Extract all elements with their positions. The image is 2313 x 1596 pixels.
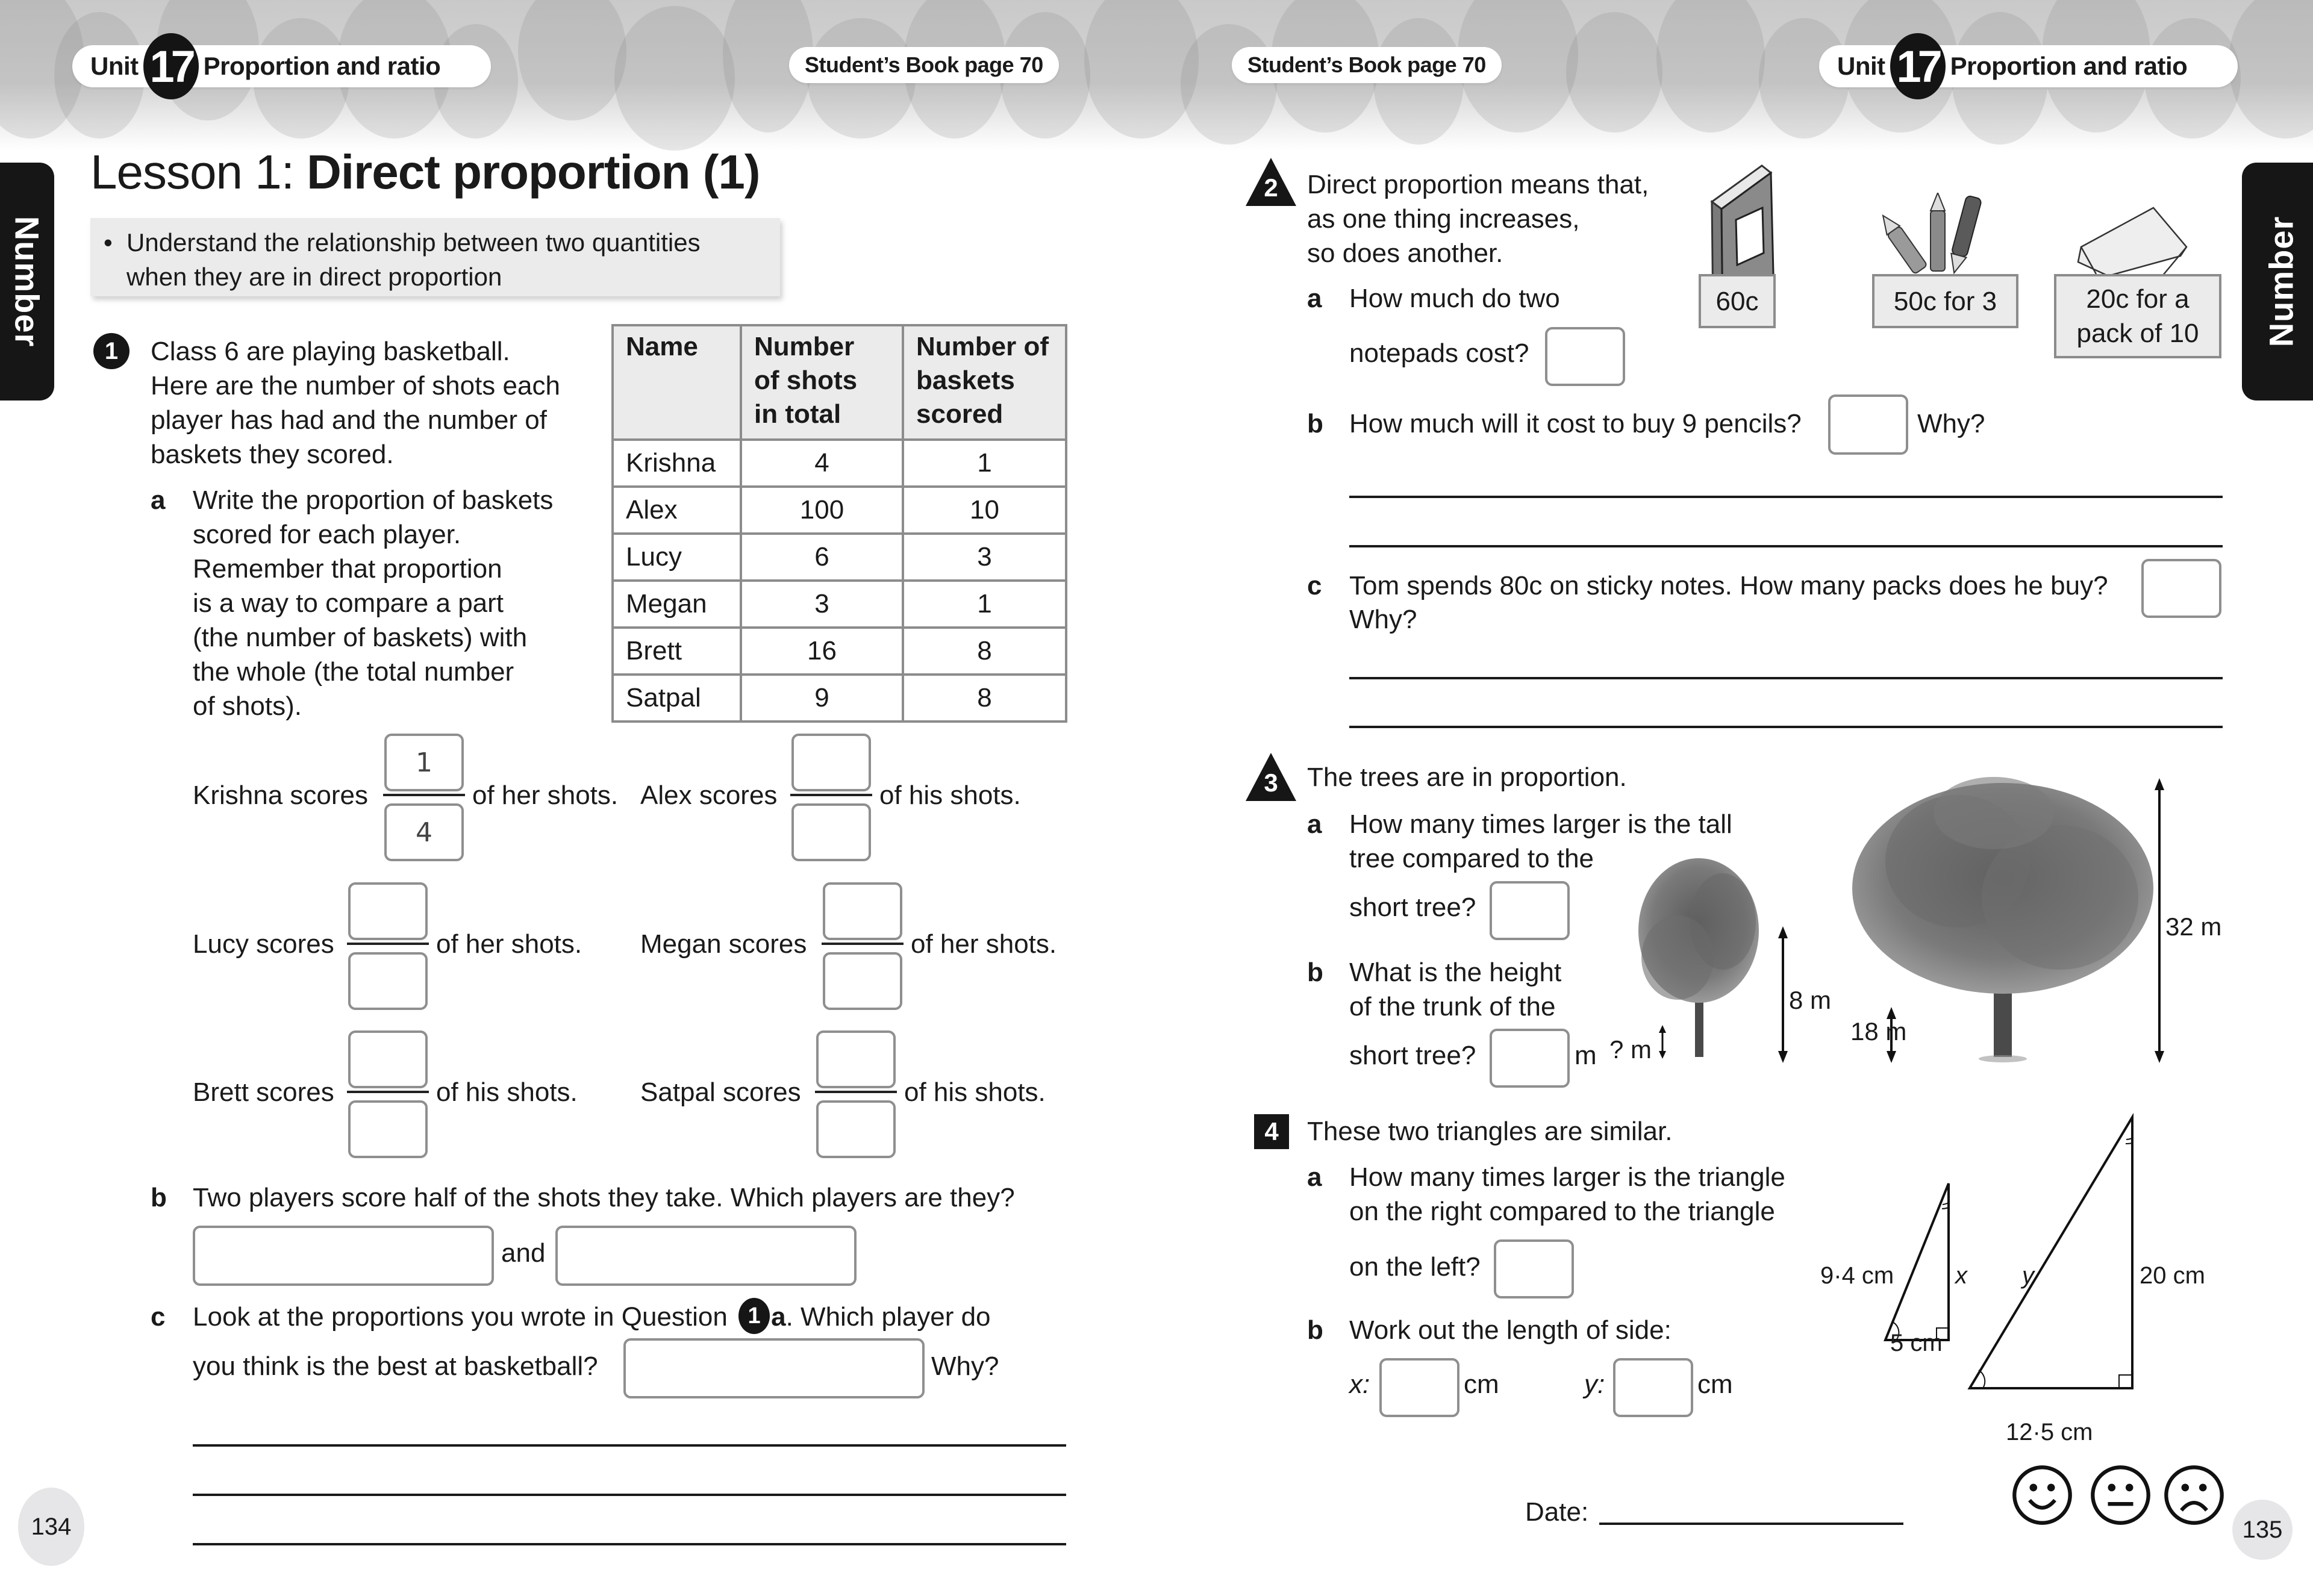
cell-name: Megan [613,581,741,628]
q1-intro-line: Here are the number of shots each [151,371,560,401]
page-number: 134 [18,1488,84,1566]
q1a-line: of shots). [193,691,302,721]
part-label: b [1307,409,1323,438]
part-label: b [151,1183,167,1212]
cell-name: Alex [613,487,741,534]
large-hypotenuse-label: y [2022,1262,2034,1289]
question-number: 2 [1264,173,1278,202]
writing-line[interactable] [1349,677,2223,679]
q4-intro: These two triangles are similar. [1307,1117,1673,1146]
q1b-text: Two players score half of the shots they take. Which players are they? [193,1183,1015,1212]
bullet-icon: • [104,228,113,257]
q1c-text: Look at the proportions you wrote in Question 1 a. Which player do [193,1300,991,1334]
fraction-bar [347,1091,429,1093]
cell-baskets: 8 [903,675,1066,722]
table-row [613,534,1066,581]
small-base-label: 5 cm [1890,1330,1943,1356]
writing-line[interactable] [193,1494,1066,1496]
unit-label: Unit [90,52,139,80]
table-row [613,487,1066,534]
q2b-answer[interactable] [1828,394,1908,455]
large-base-label: 12·5 cm [2006,1419,2093,1445]
q1-intro-line: baskets they scored. [151,440,394,469]
table-row [613,440,1066,487]
x-answer[interactable] [1379,1358,1459,1417]
why-label: Why? [1349,605,1417,634]
cell-name: Lucy [613,534,741,581]
table-row [613,628,1066,675]
date-label: Date: [1525,1497,1589,1527]
fraction-bar [790,794,872,796]
denominator-input[interactable] [823,952,902,1010]
q3b-answer[interactable] [1490,1029,1570,1088]
large-side-label: 20 cm [2140,1262,2205,1289]
q4a-answer[interactable] [1494,1239,1574,1298]
unit-number-badge: 17 [143,33,199,99]
q1a-line: Write the proportion of baskets [193,485,554,515]
fraction-bar [815,1091,897,1093]
smiley-sad-icon[interactable] [2162,1464,2226,1527]
q2-intro-line: Direct proportion means that, [1307,170,1649,199]
numerator-input[interactable] [791,734,871,791]
numerator-input[interactable] [348,1030,428,1088]
cell-shots: 4 [741,440,903,487]
q3-intro: The trees are in proportion. [1307,762,1627,792]
unit-number-badge: 17 [1890,33,1946,99]
q1b-answer-1[interactable] [193,1226,494,1286]
short-trunk-label: ? m [1609,1035,1652,1064]
part-label: a [1307,809,1322,839]
numerator-input[interactable] [816,1030,896,1088]
q1b-answer-2[interactable] [555,1226,857,1286]
q3a-line: tree compared to the [1349,844,1594,873]
writing-line[interactable] [1349,545,2223,547]
short-tree-height-label: 8 m [1789,986,1832,1014]
lesson-name: Direct proportion (1) [307,145,760,199]
basketball-data-table [611,324,1067,723]
part-label: a [1307,284,1322,313]
writing-line[interactable] [1349,496,2223,498]
cell-name: Krishna [613,440,741,487]
q2b-text: How much will it cost to buy 9 pencils? [1349,409,1802,438]
fraction-suffix: of his shots. [436,1077,578,1107]
q2-intro-line: as one thing increases, [1307,204,1580,234]
tall-tree-height-label: 32 m [2165,912,2222,941]
q4a-line: on the right compared to the triangle [1349,1197,1775,1226]
small-side-label: x [1955,1262,1967,1289]
fraction-prefix: Krishna scores [193,781,369,810]
unit-label: cm [1464,1370,1499,1399]
fraction-suffix: of her shots. [472,781,619,810]
fraction-suffix: of her shots. [436,929,582,959]
cell-baskets: 8 [903,628,1066,675]
part-label: a [1307,1162,1322,1192]
cell-shots: 9 [741,675,903,722]
numerator-input[interactable]: 1 [384,734,464,791]
q1a-line: scored for each player. [193,520,461,549]
q4b-text: Work out the length of side: [1349,1315,1672,1345]
q3b-line: short tree? [1349,1041,1476,1070]
price-tag-sticky-notes: 20c for a pack of 10 [2054,274,2221,358]
table-row [613,581,1066,628]
book-page-ref: Student’s Book page 70 [1247,52,1486,77]
part-label: b [1307,958,1323,987]
q3b-line: What is the height [1349,958,1562,987]
cell-shots: 3 [741,581,903,628]
column-header-baskets: Number of baskets scored [903,325,1066,440]
column-header-shots: Number of shots in total [741,325,903,440]
part-label: c [1307,571,1322,600]
question-number-badge: 4 [1254,1114,1289,1149]
table-header-row [613,325,1066,440]
q1a-line: is a way to compare a part [193,588,504,618]
book-page-pill-left [789,47,1059,83]
column-header-name: Name [613,325,741,440]
section-tab-right [2242,163,2313,401]
q3a-line: How many times larger is the tall [1349,809,1732,839]
why-label: Why? [1917,409,1985,438]
unit-pill-right [1819,41,2238,92]
q1a-line: Remember that proportion [193,554,502,584]
denominator-input[interactable] [348,952,428,1010]
q1-intro-line: Class 6 are playing basketball. [151,337,510,366]
objective-line: Understand the relationship between two quantities [126,228,701,257]
q3a-line: short tree? [1349,893,1476,922]
fraction-bar [822,943,904,945]
y-answer[interactable] [1613,1358,1693,1417]
fraction-prefix: Megan scores [640,929,807,959]
page-number: 135 [2232,1500,2293,1560]
cell-baskets: 10 [903,487,1066,534]
q2-intro-line: so does another. [1307,238,1503,268]
cell-baskets: 1 [903,581,1066,628]
cell-shots: 16 [741,628,903,675]
book-page-ref: Student’s Book page 70 [805,52,1043,77]
question-number-badge: 1 [93,333,130,369]
and-label: and [501,1238,546,1268]
q2a-answer[interactable] [1545,327,1625,386]
question-number: 3 [1264,768,1278,797]
lesson-prefix: Lesson 1: [90,145,307,199]
numerator-input[interactable] [823,882,902,940]
small-hypotenuse-label: 9·4 cm [1820,1262,1894,1289]
q1-intro-line: player has had and the number of [151,405,548,435]
lesson-title [90,145,760,200]
denominator-input[interactable] [816,1100,896,1158]
cell-baskets: 3 [903,534,1066,581]
q1a-line: (the number of baskets) with [193,623,528,652]
q2c-answer[interactable] [2141,559,2221,618]
cell-shots: 6 [741,534,903,581]
q4a-line: on the left? [1349,1252,1481,1282]
q1c-line2: you think is the best at basketball? [193,1351,598,1381]
date-input-line[interactable] [1599,1523,1903,1525]
unit-label: cm [1697,1370,1733,1399]
q2a-line: notepads cost? [1349,338,1529,368]
section-tab-left [0,163,54,401]
smiley-happy-icon[interactable] [2011,1464,2074,1527]
trees-diagram [1602,777,2229,1066]
unit-pill-left [72,41,491,92]
learning-objective [90,218,780,296]
denominator-input[interactable] [348,1100,428,1158]
section-tab-label: Number [8,216,46,348]
x-label: x: [1349,1370,1370,1399]
writing-line[interactable] [1349,726,2223,728]
part-label: c [151,1302,166,1332]
q2a-line: How much do two [1349,284,1560,313]
fraction-prefix: Lucy scores [193,929,334,959]
fraction-suffix: of her shots. [911,929,1057,959]
part-label: b [1307,1315,1323,1345]
section-tab-label: Number [2262,216,2300,348]
q1c-answer[interactable] [623,1338,925,1398]
cell-shots: 100 [741,487,903,534]
sticky-notes-icon [2072,205,2205,277]
writing-line[interactable] [193,1444,1066,1447]
fraction-bar [347,943,429,945]
tall-trunk-label: 18 m [1850,1017,1907,1046]
q1a-line: the whole (the total number [193,657,514,687]
cell-name: Satpal [613,675,741,722]
denominator-input[interactable] [791,803,871,861]
part-label: a [151,485,166,515]
fraction-prefix: Brett scores [193,1077,334,1107]
fraction-suffix: of his shots. [904,1077,1046,1107]
question-ref-badge: 1 [738,1298,770,1334]
cell-baskets: 1 [903,440,1066,487]
writing-line[interactable] [193,1543,1066,1545]
fraction-prefix: Satpal scores [640,1077,801,1107]
unit-label: Unit [1837,52,1885,80]
q3a-answer[interactable] [1490,881,1570,940]
numerator-input[interactable] [348,882,428,940]
unit-title: Proportion and ratio [1950,52,2188,80]
q3b-line: of the trunk of the [1349,992,1556,1021]
fraction-bar [383,794,465,796]
unit-title: Proportion and ratio [203,52,441,80]
y-label: y: [1584,1370,1605,1399]
cell-name: Brett [613,628,741,675]
unit-label: m [1575,1041,1597,1070]
fraction-prefix: Alex scores [640,781,778,810]
table-row [613,675,1066,722]
why-label: Why? [931,1351,999,1381]
fraction-suffix: of his shots. [879,781,1021,810]
price-tag-pencils: 50c for 3 [1872,274,2018,328]
book-page-pill-right [1232,47,1502,83]
q4a-line: How many times larger is the triangle [1349,1162,1785,1192]
objective-line: when they are in direct proportion [126,263,502,291]
pencils-icon [1876,193,1997,277]
smiley-neutral-icon[interactable] [2089,1464,2152,1527]
price-tag-notepad: 60c [1699,274,1776,328]
q2c-text: Tom spends 80c on sticky notes. How many packs does he buy? [1349,571,2108,600]
denominator-input[interactable]: 4 [384,803,464,861]
